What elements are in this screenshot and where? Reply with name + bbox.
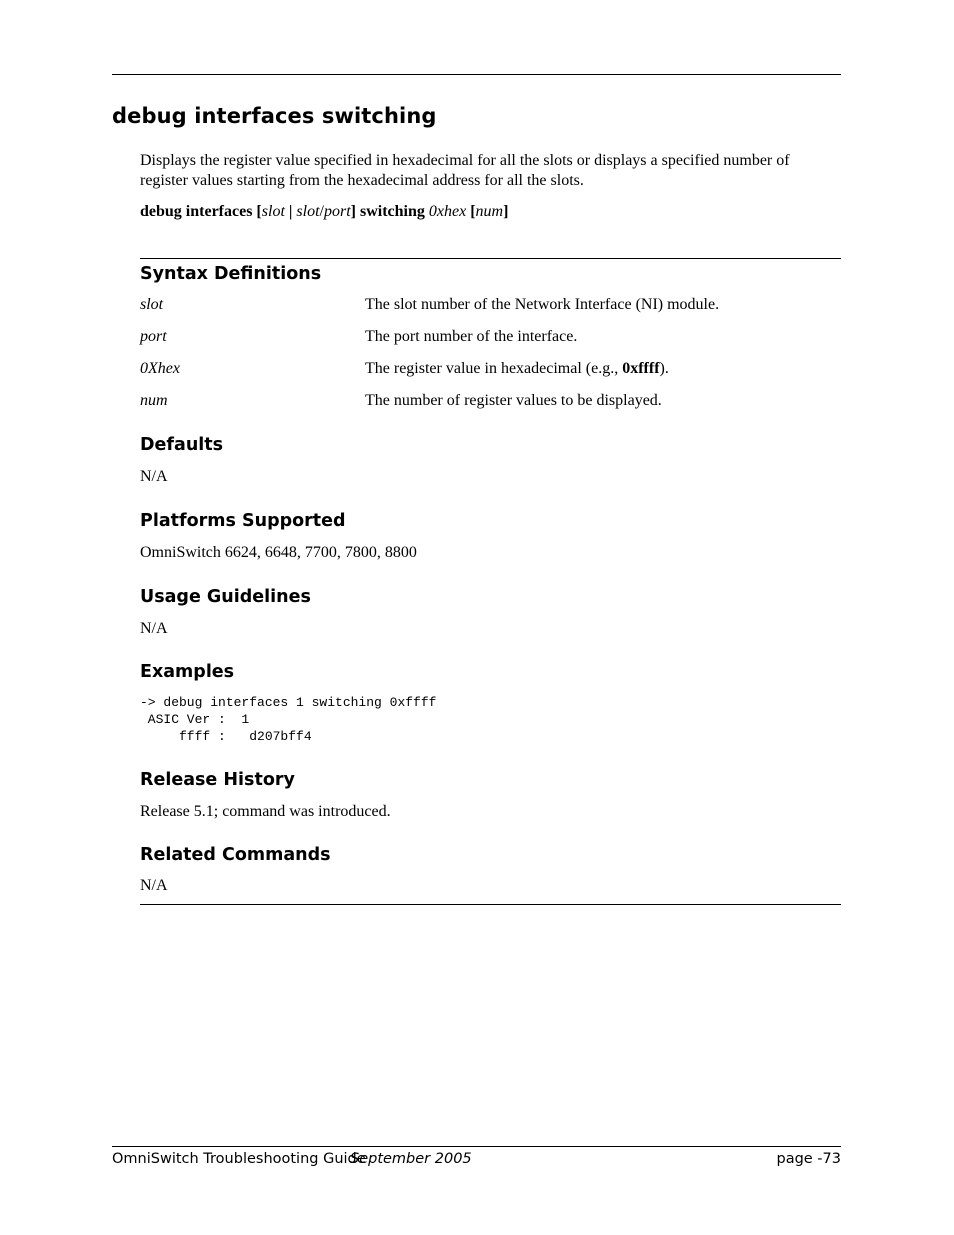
top-rule bbox=[112, 74, 841, 75]
platforms-text: OmniSwitch 6624, 6648, 7700, 7800, 8800 bbox=[140, 544, 417, 561]
footer-date: September 2005 bbox=[350, 1151, 472, 1167]
platforms-heading: Platforms Supported bbox=[140, 511, 346, 531]
definition-description: The number of register values to be displayed. bbox=[365, 392, 662, 409]
syntax-bracket: [ bbox=[470, 203, 476, 220]
definition-term: num bbox=[140, 392, 168, 409]
command-description: Displays the register value specified in hexadecimal for all the slots or displays a specified number of register values starting from the hexadecimal address for all the slots. bbox=[140, 152, 790, 189]
related-commands-text: N/A bbox=[140, 877, 168, 894]
command-syntax bbox=[140, 202, 508, 222]
footer-rule bbox=[112, 1146, 841, 1147]
examples-heading: Examples bbox=[140, 662, 235, 682]
syntax-keyword-switching: switching bbox=[356, 203, 429, 220]
syntax-param-num: num bbox=[475, 203, 504, 220]
definition-term: slot bbox=[140, 296, 164, 313]
definition-example-value: 0xffff bbox=[622, 360, 660, 377]
usage-text: N/A bbox=[140, 620, 168, 637]
example-code-block: -> debug interfaces 1 switching 0xffff ASIC Ver : 1 ffff : d207bff4 bbox=[140, 695, 437, 744]
syntax-slash: / bbox=[319, 203, 324, 220]
syntax-bracket: ] bbox=[350, 203, 356, 220]
syntax-keyword: debug interfaces [ bbox=[140, 203, 262, 220]
syntax-param-port: port bbox=[324, 203, 351, 220]
syntax-param-hex: 0xhex bbox=[428, 203, 467, 220]
syntax-definitions-heading: Syntax Definitions bbox=[140, 264, 322, 284]
definition-text: ). bbox=[659, 360, 669, 377]
definition-description bbox=[365, 360, 669, 378]
defaults-heading: Defaults bbox=[140, 435, 224, 455]
usage-heading: Usage Guidelines bbox=[140, 587, 311, 607]
section-rule bbox=[140, 258, 841, 259]
syntax-param-slot: slot bbox=[261, 203, 285, 220]
page-title: debug interfaces switching bbox=[112, 104, 437, 128]
related-commands-heading: Related Commands bbox=[140, 845, 331, 865]
definition-text: The register value in hexadecimal (e.g., bbox=[365, 360, 623, 377]
footer-page-number: page -73 bbox=[776, 1151, 841, 1167]
defaults-text: N/A bbox=[140, 468, 168, 485]
syntax-param-slot: slot bbox=[296, 203, 320, 220]
release-history-heading: Release History bbox=[140, 770, 295, 790]
section-end-rule bbox=[140, 904, 841, 905]
syntax-separator: | bbox=[284, 203, 297, 220]
release-history-text: Release 5.1; command was introduced. bbox=[140, 803, 391, 820]
definition-description: The port number of the interface. bbox=[365, 328, 578, 345]
definition-term: 0Xhex bbox=[140, 360, 180, 377]
footer-guide-title: OmniSwitch Troubleshooting Guide bbox=[112, 1151, 366, 1167]
syntax-bracket: ] bbox=[503, 203, 509, 220]
definition-description: The slot number of the Network Interface (NI) module. bbox=[365, 296, 720, 313]
definition-term: port bbox=[140, 328, 167, 345]
